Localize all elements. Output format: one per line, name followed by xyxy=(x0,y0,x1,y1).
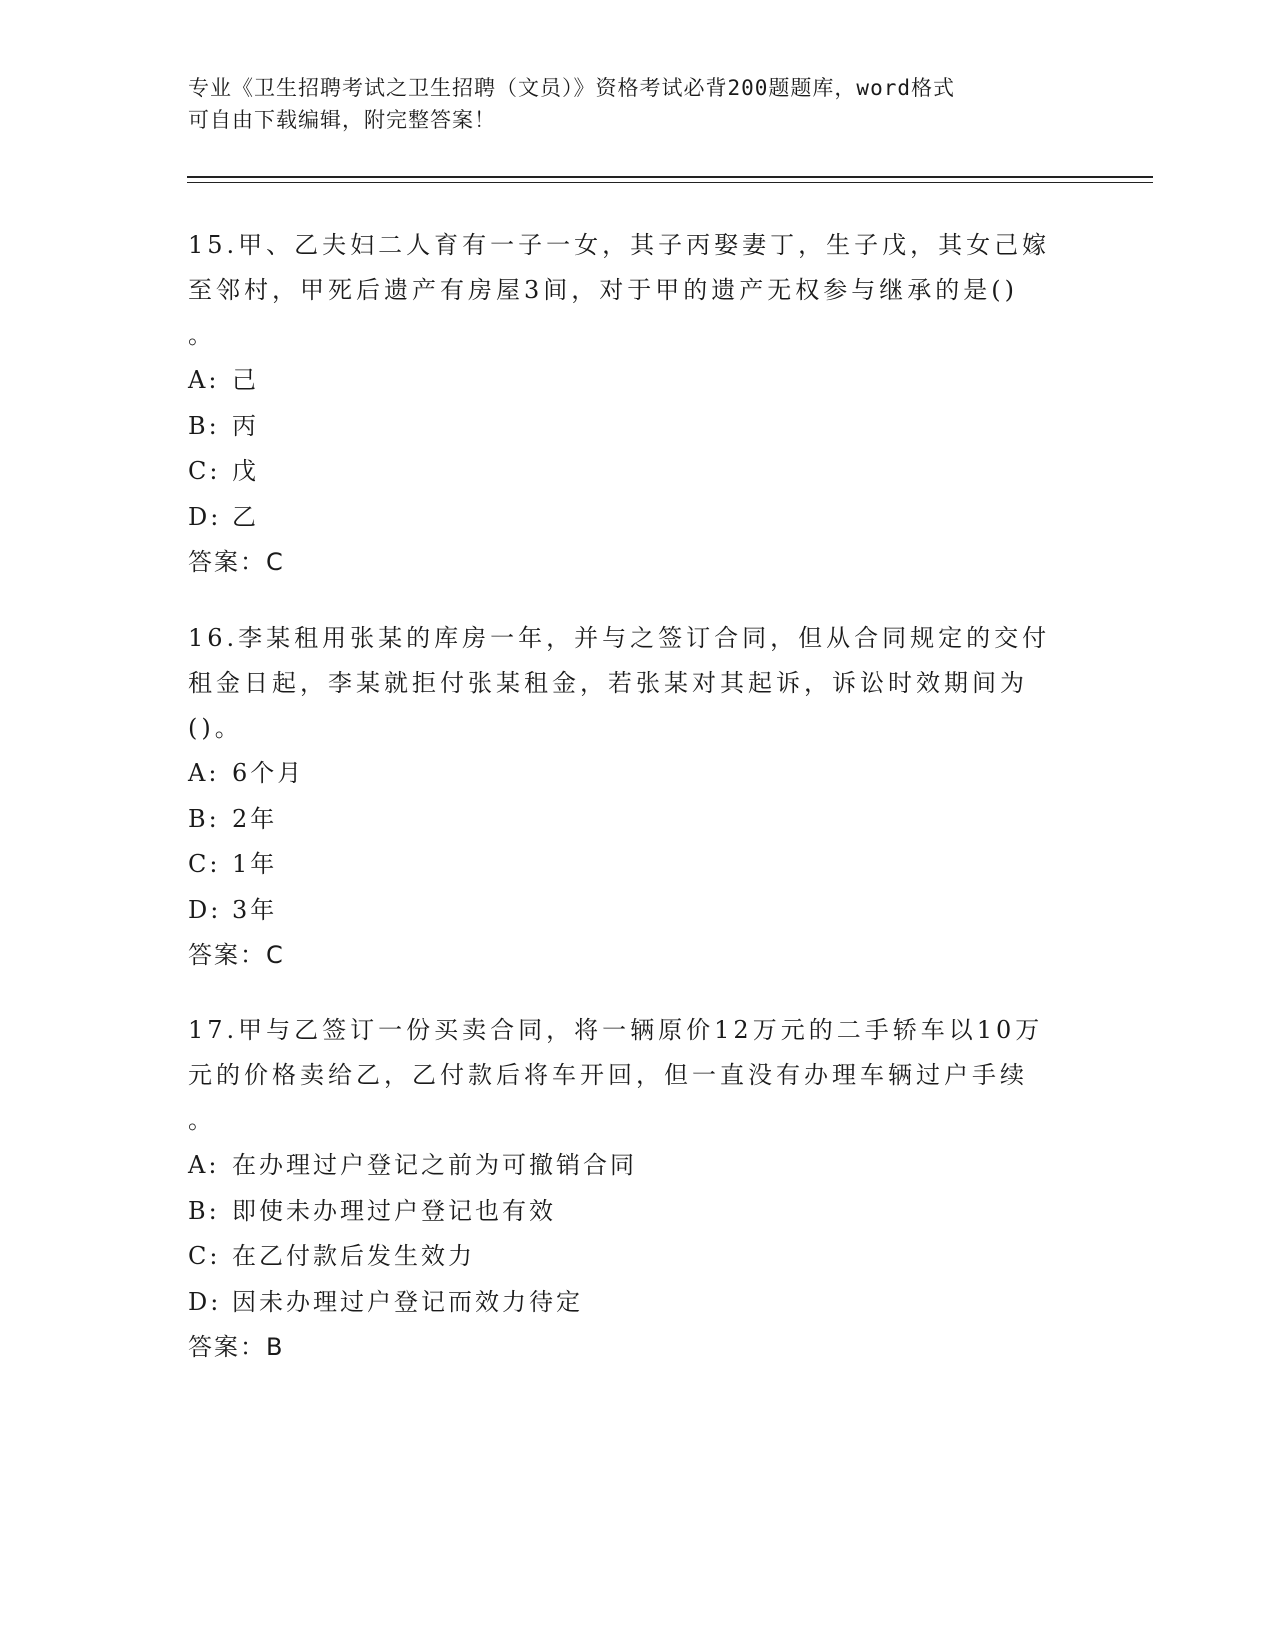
option-letter: B: xyxy=(188,1196,220,1225)
answer: 答案：C xyxy=(188,548,285,576)
question-line: 至邻村，甲死后遗产有房屋3间，对于甲的遗产无权参与继承的是() xyxy=(188,276,1018,304)
header-rule xyxy=(187,176,1153,178)
question-line: 租金日起，李某就拒付张某租金，若张某对其起诉，诉讼时效期间为 xyxy=(188,669,1028,697)
option-letter: A: xyxy=(188,1151,220,1179)
header-line-2: 可自由下载编辑，附完整答案！ xyxy=(188,108,496,132)
answer: 答案：B xyxy=(188,1333,285,1361)
option-text: 在乙付款后发生效力 xyxy=(232,1242,475,1270)
question-line: 。 xyxy=(188,321,216,349)
option-letter: D: xyxy=(188,895,222,924)
question-15 xyxy=(188,223,1088,585)
option-letter: C: xyxy=(188,1242,221,1270)
option-d xyxy=(188,495,1088,541)
option-a xyxy=(188,1143,1088,1189)
option-text: 1年 xyxy=(232,850,278,878)
option-b xyxy=(188,404,1088,450)
option-d xyxy=(188,888,1088,934)
option-d xyxy=(188,1280,1088,1326)
option-letter: D: xyxy=(188,1287,222,1316)
option-text: 因未办理过户登记而效力待定 xyxy=(232,1287,583,1316)
question-16 xyxy=(188,616,1088,978)
option-a xyxy=(188,358,1088,404)
option-text: 丙 xyxy=(232,411,259,440)
question-line: 元的价格卖给乙，乙付款后将车开回，但一直没有办理车辆过户手续 xyxy=(188,1061,1028,1089)
header-line-1: 专业《卫生招聘考试之卫生招聘（文员）》资格考试必背200题题库，word格式 xyxy=(188,76,955,100)
option-letter: C: xyxy=(188,457,221,485)
option-a xyxy=(188,751,1088,797)
option-letter: D: xyxy=(188,502,222,531)
option-text: 乙 xyxy=(232,502,259,531)
question-line: 16.李某租用张某的库房一年，并与之签订合同，但从合同规定的交付 xyxy=(188,624,1051,652)
option-text: 3年 xyxy=(232,895,278,924)
document-header xyxy=(188,72,1068,136)
option-b xyxy=(188,797,1088,843)
option-text: 即使未办理过户登记也有效 xyxy=(232,1196,556,1225)
question-line: ()。 xyxy=(188,714,243,742)
option-b xyxy=(188,1189,1088,1235)
question-line: 17.甲与乙签订一份买卖合同，将一辆原价12万元的二手轿车以10万 xyxy=(188,1016,1044,1044)
option-letter: B: xyxy=(188,804,220,833)
option-letter: B: xyxy=(188,411,220,440)
option-text: 戊 xyxy=(232,457,259,485)
option-text: 己 xyxy=(232,366,259,394)
option-text: 2年 xyxy=(232,804,278,833)
question-line: 。 xyxy=(188,1106,216,1134)
question-line: 15.甲、乙夫妇二人育有一子一女，其子丙娶妻丁，生子戊，其女己嫁 xyxy=(188,231,1051,259)
header-rule-thin xyxy=(187,182,1153,183)
option-c xyxy=(188,842,1088,888)
question-17 xyxy=(188,1008,1088,1370)
option-c xyxy=(188,449,1088,495)
option-letter: A: xyxy=(188,759,220,787)
option-letter: C: xyxy=(188,850,221,878)
answer: 答案：C xyxy=(188,941,285,969)
option-text: 在办理过户登记之前为可撤销合同 xyxy=(232,1151,637,1179)
option-c xyxy=(188,1234,1088,1280)
option-text: 6个月 xyxy=(232,759,305,787)
option-letter: A: xyxy=(188,366,220,394)
